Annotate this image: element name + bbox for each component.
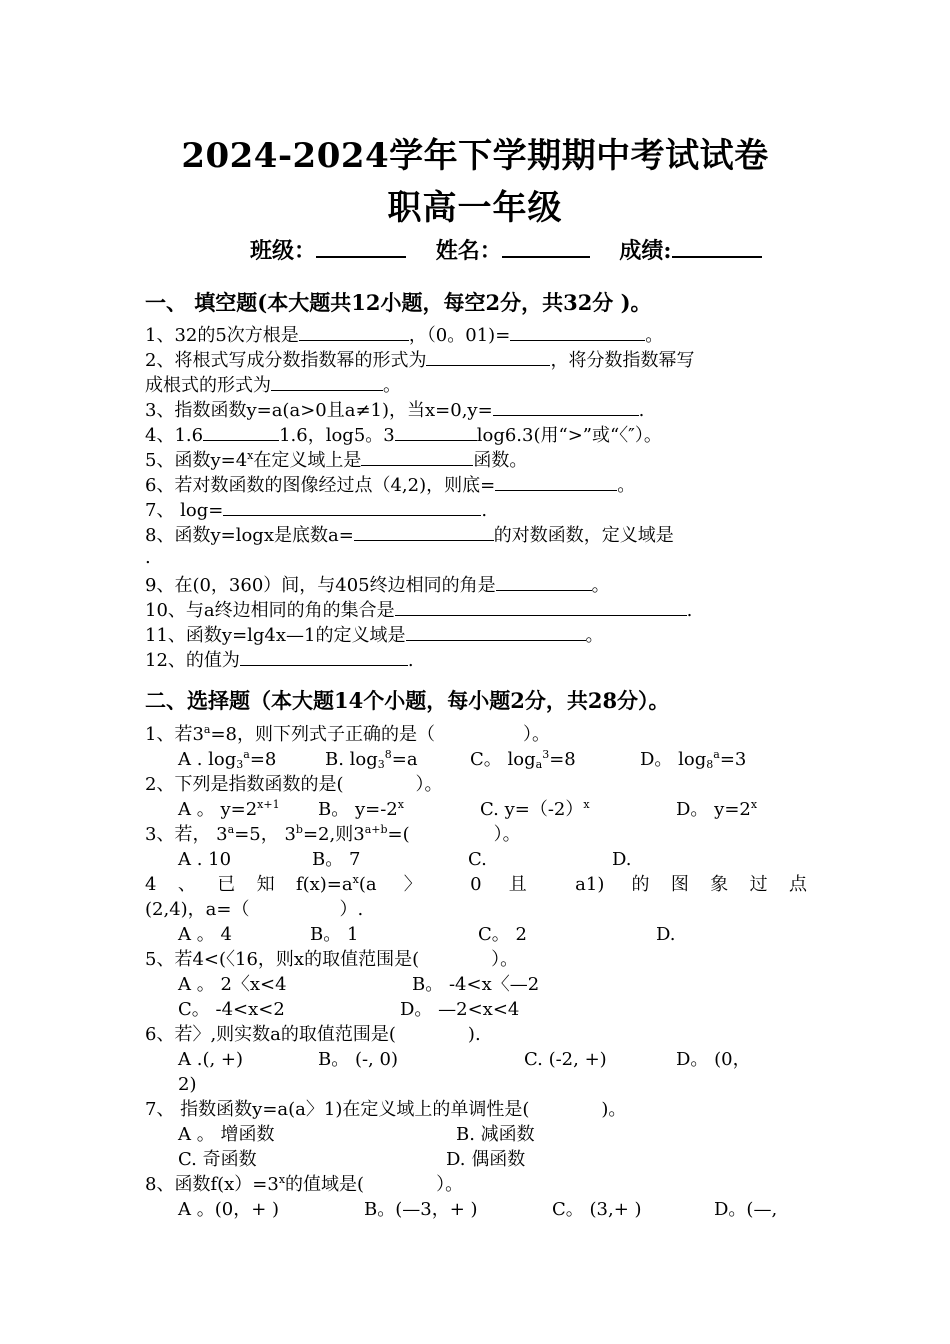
choice-option-c[interactable]: C.: [468, 849, 487, 870]
choice-option-a[interactable]: A 。 4: [178, 924, 232, 945]
answer-blank[interactable]: [240, 649, 408, 666]
superscript: x: [247, 449, 254, 462]
question-text: 4、已知f(x)=a: [145, 874, 353, 895]
option-text: D。 y=2: [676, 799, 751, 820]
choice-option-c[interactable]: C. 奇函数: [178, 1149, 257, 1170]
question-text: 成根式的形式为: [145, 375, 271, 396]
fill-question-5: [145, 449, 527, 473]
question-text: ）。: [493, 824, 521, 845]
question-text: 8、函数f(x）=3: [145, 1174, 279, 1195]
fill-question-4: [145, 424, 662, 448]
choice-option-d[interactable]: D。(—,: [714, 1199, 778, 1220]
answer-blank[interactable]: [361, 449, 473, 466]
fill-question-7: [145, 499, 487, 523]
option-text: =a: [391, 749, 418, 770]
choice-option-b[interactable]: B。 7: [312, 849, 361, 870]
class-blank[interactable]: [316, 236, 406, 258]
choice-option-d[interactable]: D。 —2<x<4: [400, 999, 520, 1020]
name-blank[interactable]: [502, 236, 590, 258]
choice-option-a[interactable]: A 。 2〈x<4: [178, 974, 287, 995]
score-field: [619, 238, 761, 264]
superscript: x: [583, 798, 590, 811]
choice-option-d[interactable]: D.: [656, 924, 676, 945]
choice-option-d-cont: 2): [178, 1074, 197, 1095]
fill-question-2: [145, 349, 694, 373]
answer-blank[interactable]: [495, 474, 617, 491]
question-text: 8、函数y=logx是底数a=: [145, 525, 354, 546]
choice-option-b[interactable]: B。 1: [310, 924, 359, 945]
question-text: 1.6，log5。3: [279, 425, 395, 446]
superscript: x+1: [257, 798, 280, 811]
question-text: 5、函数y=4: [145, 450, 248, 471]
superscript: x: [750, 798, 758, 811]
question-text: 。: [617, 475, 636, 496]
fill-question-11: [145, 624, 604, 648]
choice-option-a[interactable]: A .(, +): [178, 1049, 244, 1070]
page-title: 2024-2024学年下学期期中考试试卷: [181, 136, 769, 176]
answer-blank[interactable]: [354, 524, 494, 541]
question-text: 6、若对数函数的图像经过点（4,2)，则底=: [145, 475, 496, 496]
choice-option-d[interactable]: [640, 748, 746, 772]
option-text: =8: [249, 749, 277, 770]
question-text: =8，则下列式子正确的是（: [210, 724, 436, 745]
choice-option-c[interactable]: C. (-2, +): [524, 1049, 607, 1070]
subscript: 3: [236, 758, 244, 771]
answer-blank[interactable]: [395, 599, 687, 616]
choice-option-b[interactable]: [325, 748, 418, 772]
choice-option-c[interactable]: [480, 798, 590, 822]
question-text: 。: [591, 575, 610, 596]
question-text: .: [638, 400, 645, 421]
choice-option-d[interactable]: D。 (0，: [676, 1049, 751, 1070]
question-text: (a 〉 0 且 a1) 的图象过点: [358, 874, 807, 895]
option-text: =8: [549, 749, 576, 770]
question-text: 1、32的5次方根是: [145, 325, 299, 346]
answer-blank[interactable]: [426, 349, 550, 366]
choice-question-6: 6、若〉,则实数a的取值范围是( ).: [145, 1024, 481, 1045]
fill-question-6: [145, 474, 635, 498]
name-label: 姓名：: [435, 238, 502, 264]
question-text: ，（0。01)=: [408, 325, 511, 346]
superscript: x: [278, 1173, 286, 1186]
option-text: B. log: [325, 749, 378, 770]
subscript: 8: [706, 758, 714, 771]
answer-blank[interactable]: [496, 574, 592, 591]
choice-question-7: 7、 指数函数y=a(a〉1)在定义域上的单调性是( )。: [145, 1099, 627, 1120]
superscript: x: [352, 873, 359, 886]
question-text: =(: [387, 824, 410, 845]
section-heading-multiple-choice: 二、选择题（本大题14个小题，每小题2分，共28分）。: [145, 688, 670, 713]
class-field: [250, 238, 406, 264]
superscript: a: [203, 723, 211, 736]
question-text: 3、若， 3: [145, 824, 228, 845]
answer-blank[interactable]: [406, 624, 586, 641]
question-text: =5， 3: [234, 824, 296, 845]
superscript: x: [397, 798, 404, 811]
fill-question-12: [145, 649, 414, 673]
choice-option-b[interactable]: B。 -4<x〈—2: [412, 974, 540, 995]
superscript: b: [295, 823, 303, 836]
question-text: 1、若3: [145, 724, 204, 745]
score-label: 成绩:: [619, 238, 672, 264]
superscript: 3: [542, 748, 550, 761]
choice-option-a[interactable]: [178, 748, 276, 772]
question-text: ，将分数指数幂写: [550, 350, 695, 371]
question-text: ）。: [523, 724, 551, 745]
option-text: C。 log: [470, 749, 536, 770]
question-text: 9、在(0，360）间，与405终边相同的角是: [145, 575, 496, 596]
superscript: a: [243, 748, 250, 761]
question-text: 的对数函数，定义域是: [493, 525, 674, 546]
question-text: 。: [585, 625, 604, 646]
choice-option-c[interactable]: C。 2: [478, 924, 527, 945]
question-text: log6.3(用“>”或“〈″）。: [476, 425, 662, 446]
question-text: 4、1.6: [145, 425, 204, 446]
section-heading-fill-blank: 一、 填空题(本大题共12小题，每空2分，共32分 )。: [145, 290, 652, 315]
option-text: C. y=（-2）: [480, 799, 584, 820]
question-text: 3、指数函数y=a(a>0且a≠1)，当x=0,y=: [145, 400, 493, 421]
fill-question-8: [145, 524, 807, 548]
subscript: 3: [377, 758, 385, 771]
superscript: a+b: [364, 823, 388, 836]
answer-blank[interactable]: [271, 374, 383, 391]
choice-option-c[interactable]: C。 (3,+ ): [552, 1199, 642, 1220]
fill-question-1: [145, 324, 663, 348]
choice-option-d[interactable]: D.: [612, 849, 632, 870]
choice-question-3: [145, 823, 521, 847]
answer-blank[interactable]: [510, 324, 645, 341]
answer-blank[interactable]: [299, 324, 409, 341]
superscript: a: [227, 823, 235, 836]
question-text: =2,则3: [302, 824, 365, 845]
choice-question-4: [145, 873, 807, 897]
question-text: .: [407, 650, 414, 671]
fill-question-9: [145, 574, 610, 598]
choice-option-c[interactable]: C。 -4<x<2: [178, 999, 285, 1020]
option-text: D。 log: [640, 749, 707, 770]
score-blank[interactable]: [672, 236, 762, 258]
choice-option-a[interactable]: A 。(0，+ ): [178, 1199, 280, 1220]
fill-question-8-cont: .: [145, 547, 151, 568]
question-text: 在定义域上是: [253, 450, 362, 471]
question-text: 10、与a终边相同的角的集合是: [145, 600, 395, 621]
option-text: A . log: [178, 749, 237, 770]
choice-question-5: 5、若4<(〈16，则x的取值范围是( ）。: [145, 949, 519, 970]
choice-option-b[interactable]: B. 减函数: [456, 1124, 535, 1145]
question-text: 的值域是( ）。: [285, 1174, 464, 1195]
choice-option-a[interactable]: A . 10: [178, 849, 232, 870]
student-info-row: [250, 234, 762, 265]
question-text: 2、将根式写成分数指数幂的形式为: [145, 350, 427, 371]
question-text: 7、 log=: [145, 500, 224, 521]
option-text: =3: [719, 749, 747, 770]
choice-option-c[interactable]: [470, 748, 576, 772]
superscript: 8: [384, 748, 392, 761]
option-text: B。 y=-2: [318, 799, 398, 820]
name-field: [436, 238, 590, 264]
subscript: a: [535, 758, 543, 771]
choice-option-a[interactable]: [178, 798, 280, 822]
choice-option-d[interactable]: [676, 798, 757, 822]
answer-blank[interactable]: [395, 424, 477, 441]
question-text: 12、的值为: [145, 650, 240, 671]
choice-option-d[interactable]: D. 偶函数: [446, 1149, 526, 1170]
class-label: 班级：: [250, 238, 317, 264]
question-text: 11、函数y=lg4x—1的定义域是: [145, 625, 406, 646]
page-subtitle: 职高一年级: [387, 188, 563, 228]
fill-question-3: [145, 399, 644, 423]
superscript: a: [713, 748, 720, 761]
option-text: A 。 y=2: [178, 799, 258, 820]
question-text: 。: [383, 375, 401, 396]
answer-blank[interactable]: [493, 399, 639, 416]
choice-option-b[interactable]: B。(—3，+ ): [364, 1199, 478, 1220]
choice-question-1: [145, 723, 550, 747]
question-text: .: [686, 600, 693, 621]
choice-option-a[interactable]: A 。 增函数: [178, 1124, 275, 1145]
question-text: 。: [645, 325, 664, 346]
question-text: .: [481, 500, 488, 521]
answer-blank[interactable]: [203, 424, 279, 441]
answer-blank[interactable]: [223, 499, 481, 516]
choice-option-b[interactable]: B。 (-, 0): [318, 1049, 398, 1070]
choice-question-8: [145, 1173, 463, 1197]
fill-question-2-cont: [145, 374, 401, 398]
fill-question-10: [145, 599, 692, 623]
choice-question-4-cont: (2,4)，a=（ ）.: [145, 899, 364, 920]
choice-question-2: 2、下列是指数函数的是( ）。: [145, 774, 443, 795]
choice-option-b[interactable]: [318, 798, 404, 822]
question-text: 函数。: [473, 450, 528, 471]
